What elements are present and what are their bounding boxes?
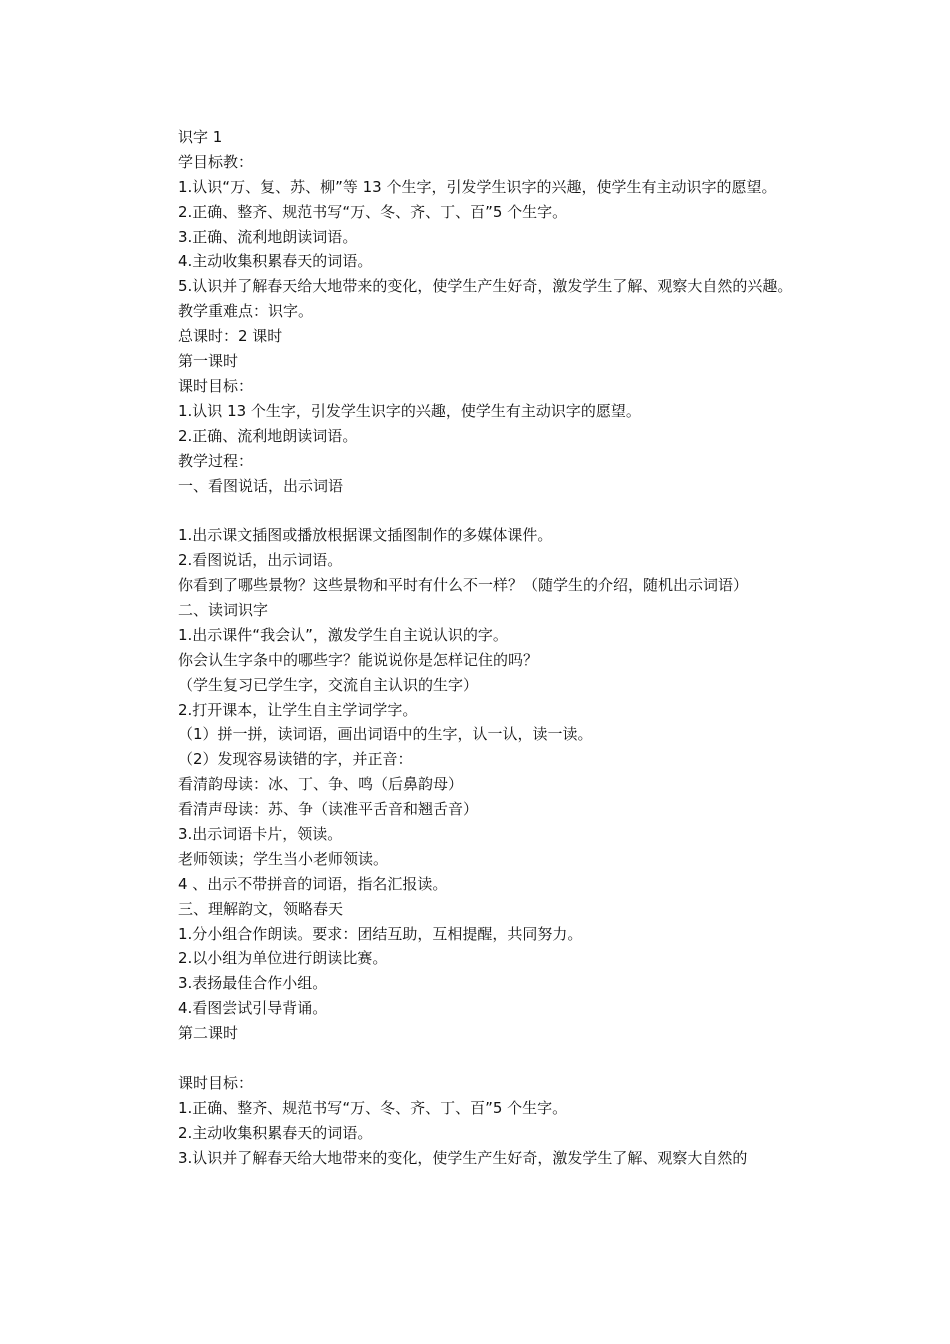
total-hours: 总课时：2 课时 xyxy=(178,327,283,346)
goal-item: 3.正确、流利地朗读词语。 xyxy=(178,227,358,246)
section2-line: 4 、出示不带拼音的词语，指名汇报读。 xyxy=(178,874,448,893)
section2-line: 看清声母读：苏、争（读准平舌音和翘舌音） xyxy=(178,800,479,819)
section1-line: 1.出示课文插图或播放根据课文插图制作的多媒体课件。 xyxy=(178,526,553,545)
section2-line: 老师领读；学生当小老师领读。 xyxy=(178,849,389,868)
section2-heading: 二、读词识字 xyxy=(178,600,269,619)
section3-line: 3.表扬最佳合作小组。 xyxy=(178,974,328,993)
lesson1-heading: 第一课时 xyxy=(178,352,239,371)
blank-line xyxy=(145,1046,810,1071)
section2-line: 3.出示词语卡片，领读。 xyxy=(178,824,343,843)
section2-line: 你会认生字条中的哪些字？能说说你是怎样记住的吗？ xyxy=(178,650,539,669)
section3-heading: 三、理解韵文，领略春天 xyxy=(178,899,344,918)
lesson2-goals-heading: 课时目标： xyxy=(178,1073,254,1092)
section1-line: 2.看图说话，出示词语。 xyxy=(178,551,343,570)
lesson2-goal-item: 1.正确、整齐、规范书写“万、冬、齐、丁、百”5 个生字。 xyxy=(178,1098,568,1117)
section2-line: 2.打开课本，让学生自主学词学字。 xyxy=(178,700,418,719)
section2-line: 看清韵母读：冰、丁、争、鸣（后鼻韵母） xyxy=(178,775,464,794)
section2-line: （2）发现容易读错的字，并正音： xyxy=(178,750,413,769)
section3-line: 4.看图尝试引导背诵。 xyxy=(178,999,328,1018)
section3-line: 2.以小组为单位进行朗读比赛。 xyxy=(178,949,388,968)
process-heading: 教学过程： xyxy=(178,451,254,470)
section3-line: 1.分小组合作朗读。要求：团结互助，互相提醒，共同努力。 xyxy=(178,924,583,943)
lesson2-goal-item: 2.主动收集积累春天的词语。 xyxy=(178,1123,373,1142)
goal-item: 1.认识“万、复、苏、柳”等 13 个生字，引发学生识字的兴趣，使学生有主动识字的愿望。 xyxy=(178,177,777,196)
goal-item: 4.主动收集积累春天的词语。 xyxy=(178,252,373,271)
section1-heading: 一、看图说话，出示词语 xyxy=(178,476,344,495)
section2-line: （1）拼一拼，读词语，画出词语中的生字，认一认，读一读。 xyxy=(178,725,593,744)
lesson1-goal-item: 1.认识 13 个生字，引发学生识字的兴趣，使学生有主动识字的愿望。 xyxy=(178,401,641,420)
goal-item: 5.认识并了解春天给大地带来的变化，使学生产生好奇，激发学生了解、观察大自然的兴趣。 xyxy=(178,277,793,296)
goals-heading: 学目标教： xyxy=(178,152,254,171)
document-body xyxy=(145,125,810,1170)
document-title: 识字 1 xyxy=(178,128,223,146)
key-points: 教学重难点：识字。 xyxy=(178,302,314,321)
lesson1-goal-item: 2.正确、流利地朗读词语。 xyxy=(178,426,358,445)
lesson1-goals-heading: 课时目标： xyxy=(178,376,254,395)
lesson2-heading: 第二课时 xyxy=(178,1024,239,1043)
goal-item: 2.正确、整齐、规范书写“万、冬、齐、丁、百”5 个生字。 xyxy=(178,202,568,221)
section2-line: 1.出示课件“我会认”，激发学生自主说认识的字。 xyxy=(178,625,508,644)
section1-line: 你看到了哪些景物？这些景物和平时有什么不一样？（随学生的介绍，随机出示词语） xyxy=(178,576,749,595)
section2-line: （学生复习已学生字，交流自主认识的生字） xyxy=(178,675,479,694)
blank-line xyxy=(145,498,810,523)
lesson2-goal-item: 3.认识并了解春天给大地带来的变化，使学生产生好奇，激发学生了解、观察大自然的 xyxy=(178,1148,748,1167)
